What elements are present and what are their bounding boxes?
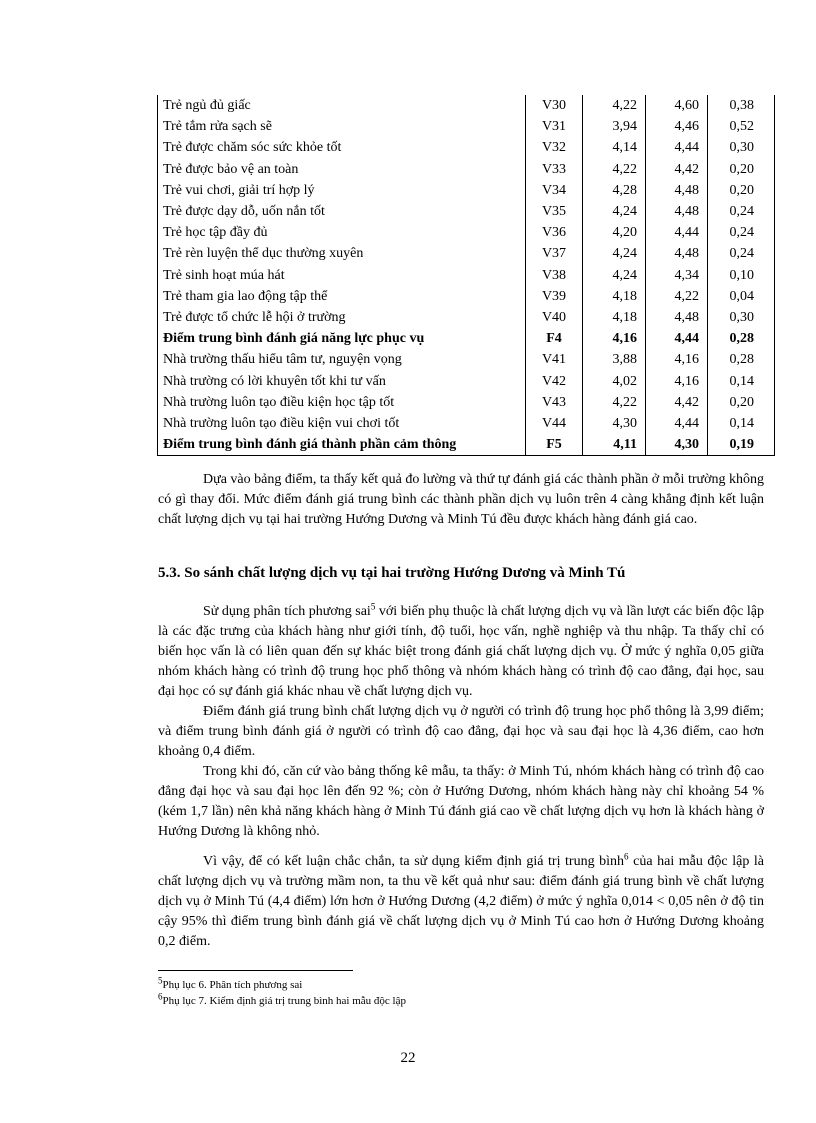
row-difference: 0,20	[708, 180, 775, 201]
p1-text-after: với biến phụ thuộc là chất lượng dịch vụ và lần lượt các biến độc lập là các đặc trưng của khách hàng như giới tính, độ tuổi, học vấn, nghề nghiệp và thu nhập. Ta thấy chỉ có biến học vấn là có liên quan đến sự khác biệt trong đánh giá chất lượng dịch vụ. Ở mức ý nghĩa 0,05 giữa nhóm khách hàng có trình độ trung học phổ thông và nhóm khách hàng có trình độ cao đẳng, đại học, sau đại học có sự đánh giá khác nhau về chất lượng dịch vụ.	[158, 604, 765, 699]
row-code: V39	[526, 286, 583, 307]
table-row	[158, 137, 775, 158]
row-difference: 0,30	[708, 137, 775, 158]
row-difference: 0,52	[708, 116, 775, 137]
row-value-2: 4,44	[646, 222, 708, 243]
table-row	[158, 370, 775, 391]
row-difference: 0,20	[708, 392, 775, 413]
page-number: 22	[400, 1050, 416, 1066]
p4-text-after: của hai mẫu độc lập là chất lượng dịch vụ và trường mầm non, ta thu về kết quả như sau: điểm đánh giá trung bình về chất lượng dịch vụ ở Minh Tú (4,4 điểm) lớn hơn ở Hướng Dương (4,2 điểm) ở mức ý nghĩa 0,014 < 0,05 nên ở độ tin cậy 95% thì điểm trung bình đánh giá về chất lượng dịch vụ ở Minh Tú cao hơn ở Hướng Dương khoảng 0,2 điểm.	[158, 854, 764, 949]
table-row	[158, 349, 775, 370]
row-value-2: 4,48	[646, 201, 708, 222]
row-value-2: 4,48	[646, 180, 708, 201]
table-row	[158, 392, 775, 413]
row-value-1: 4,11	[583, 434, 646, 456]
row-difference: 0,24	[708, 222, 775, 243]
row-value-2: 4,16	[646, 370, 708, 391]
section-heading: 5.3. So sánh chất lượng dịch vụ tại hai trường Hướng Dương và Minh Tú	[158, 565, 626, 581]
row-difference: 0,30	[708, 307, 775, 328]
row-value-1: 4,22	[583, 95, 646, 116]
row-code: F5	[526, 434, 583, 456]
footnote-5	[158, 977, 406, 993]
row-code: V37	[526, 243, 583, 264]
row-code: V41	[526, 349, 583, 370]
row-code: V33	[526, 159, 583, 180]
table-row	[158, 413, 775, 434]
row-value-2: 4,44	[646, 413, 708, 434]
row-value-1: 4,22	[583, 159, 646, 180]
row-value-2: 4,48	[646, 243, 708, 264]
footnote-6-number: 6	[158, 991, 163, 1002]
table-row	[158, 222, 775, 243]
table-row	[158, 434, 775, 456]
row-code: V40	[526, 307, 583, 328]
footnote-6	[158, 993, 406, 1009]
row-label: Trẻ sinh hoạt múa hát	[158, 265, 526, 286]
footnote-5-number: 5	[158, 975, 163, 986]
table-row	[158, 286, 775, 307]
row-code: V35	[526, 201, 583, 222]
row-code: V34	[526, 180, 583, 201]
row-value-1: 4,20	[583, 222, 646, 243]
row-value-1: 4,14	[583, 137, 646, 158]
row-code: V31	[526, 116, 583, 137]
row-value-1: 4,18	[583, 307, 646, 328]
row-label: Trẻ ngủ đủ giấc	[158, 95, 526, 116]
table-row	[158, 180, 775, 201]
table-row	[158, 201, 775, 222]
row-label: Trẻ được chăm sóc sức khỏe tốt	[158, 137, 526, 158]
row-value-2: 4,46	[646, 116, 708, 137]
row-difference: 0,24	[708, 243, 775, 264]
row-difference: 0,10	[708, 265, 775, 286]
table-row	[158, 328, 775, 349]
row-label: Nhà trường thấu hiểu tâm tư, nguyện vọng	[158, 349, 526, 370]
row-value-1: 4,22	[583, 392, 646, 413]
body-paragraph-1	[158, 602, 764, 702]
row-difference: 0,14	[708, 370, 775, 391]
row-difference: 0,19	[708, 434, 775, 456]
row-difference: 0,28	[708, 349, 775, 370]
row-value-2: 4,60	[646, 95, 708, 116]
row-value-1: 4,30	[583, 413, 646, 434]
footnote-6-text: Phụ lục 7. Kiểm định giá trị trung bình hai mẫu độc lập	[162, 995, 406, 1007]
row-code: V30	[526, 95, 583, 116]
row-difference: 0,14	[708, 413, 775, 434]
row-value-2: 4,16	[646, 349, 708, 370]
body-text	[158, 602, 764, 952]
score-table	[157, 95, 775, 456]
row-value-1: 4,24	[583, 243, 646, 264]
row-difference: 0,38	[708, 95, 775, 116]
row-code: V44	[526, 413, 583, 434]
row-code: V32	[526, 137, 583, 158]
row-label: Nhà trường luôn tạo điều kiện vui chơi tốt	[158, 413, 526, 434]
row-difference: 0,20	[708, 159, 775, 180]
row-difference: 0,04	[708, 286, 775, 307]
score-table-body	[158, 95, 775, 456]
row-label: Trẻ vui chơi, giải trí hợp lý	[158, 180, 526, 201]
body-paragraph-4	[158, 852, 764, 952]
footnote-ref-5: 5	[370, 601, 376, 612]
row-value-2: 4,44	[646, 328, 708, 349]
table-row	[158, 159, 775, 180]
row-label: Trẻ được tổ chức lễ hội ở trường	[158, 307, 526, 328]
row-label: Trẻ được bảo vệ an toàn	[158, 159, 526, 180]
row-value-2: 4,42	[646, 159, 708, 180]
row-value-2: 4,22	[646, 286, 708, 307]
row-difference: 0,24	[708, 201, 775, 222]
row-value-1: 3,94	[583, 116, 646, 137]
row-value-1: 4,28	[583, 180, 646, 201]
row-label: Trẻ tham gia lao động tập thể	[158, 286, 526, 307]
intro-paragraph	[158, 470, 764, 530]
footnote-divider	[158, 970, 353, 971]
footnote-ref-6: 6	[624, 851, 629, 862]
row-value-2: 4,48	[646, 307, 708, 328]
row-value-1: 4,02	[583, 370, 646, 391]
row-code: V42	[526, 370, 583, 391]
row-difference: 0,28	[708, 328, 775, 349]
row-label: Điểm trung bình đánh giá thành phần cảm thông	[158, 434, 526, 456]
row-value-2: 4,30	[646, 434, 708, 456]
table-row	[158, 265, 775, 286]
body-paragraph-2: Điểm đánh giá trung bình chất lượng dịch vụ ở người có trình độ trung học phổ thông là 3,99 điểm; và điểm trung bình đánh giá ở người có trình độ cao đẳng, đại học và sau đại học là 4,36 điểm, cao hơn khoảng 0,4 điểm.	[158, 704, 764, 759]
row-code: V38	[526, 265, 583, 286]
row-label: Điểm trung bình đánh giá năng lực phục vụ	[158, 328, 526, 349]
row-value-1: 3,88	[583, 349, 646, 370]
row-value-2: 4,42	[646, 392, 708, 413]
table-row	[158, 95, 775, 116]
row-value-1: 4,24	[583, 201, 646, 222]
row-value-1: 4,16	[583, 328, 646, 349]
footnotes	[158, 977, 406, 1009]
row-code: V36	[526, 222, 583, 243]
row-value-1: 4,18	[583, 286, 646, 307]
row-value-1: 4,24	[583, 265, 646, 286]
table-row	[158, 307, 775, 328]
row-value-2: 4,34	[646, 265, 708, 286]
row-code: V43	[526, 392, 583, 413]
row-code: F4	[526, 328, 583, 349]
p1-text-before: Sử dụng phân tích phương sai	[203, 604, 371, 619]
body-paragraph-3: Trong khi đó, căn cứ vào bảng thống kê mẫu, ta thấy: ở Minh Tú, nhóm khách hàng có trình độ cao đẳng đại học và sau đại học lên đến 92 %; còn ở Hướng Dương, nhóm khách hàng này chỉ khoảng 54 % (kém 1,7 lần) nên khả năng khách hàng ở Minh Tú đánh giá cao về chất lượng dịch vụ hơn là khách hàng ở Hướng Dương là không nhỏ.	[158, 764, 764, 839]
table-row	[158, 243, 775, 264]
row-label: Trẻ được dạy dỗ, uốn nắn tốt	[158, 201, 526, 222]
intro-paragraph-text: Dựa vào bảng điểm, ta thấy kết quả đo lường và thứ tự đánh giá các thành phần ở mỗi trường không có gì thay đổi. Mức điểm đánh giá trung bình các thành phần dịch vụ luôn trên 4 càng khẳng định kết luận chất lượng dịch vụ tại hai trường Hướng Dương và Minh Tú đều được khách hàng đánh giá cao.	[158, 472, 764, 527]
footnote-5-text: Phụ lục 6. Phân tích phương sai	[162, 979, 303, 991]
table-row	[158, 116, 775, 137]
row-value-2: 4,44	[646, 137, 708, 158]
row-label: Trẻ tắm rửa sạch sẽ	[158, 116, 526, 137]
row-label: Trẻ học tập đầy đủ	[158, 222, 526, 243]
row-label: Nhà trường có lời khuyên tốt khi tư vấn	[158, 370, 526, 391]
row-label: Trẻ rèn luyện thể dục thường xuyên	[158, 243, 526, 264]
p4-text-before: Vì vậy, để có kết luận chắc chắn, ta sử dụng kiểm định giá trị trung bình	[203, 854, 625, 869]
row-label: Nhà trường luôn tạo điều kiện học tập tốt	[158, 392, 526, 413]
